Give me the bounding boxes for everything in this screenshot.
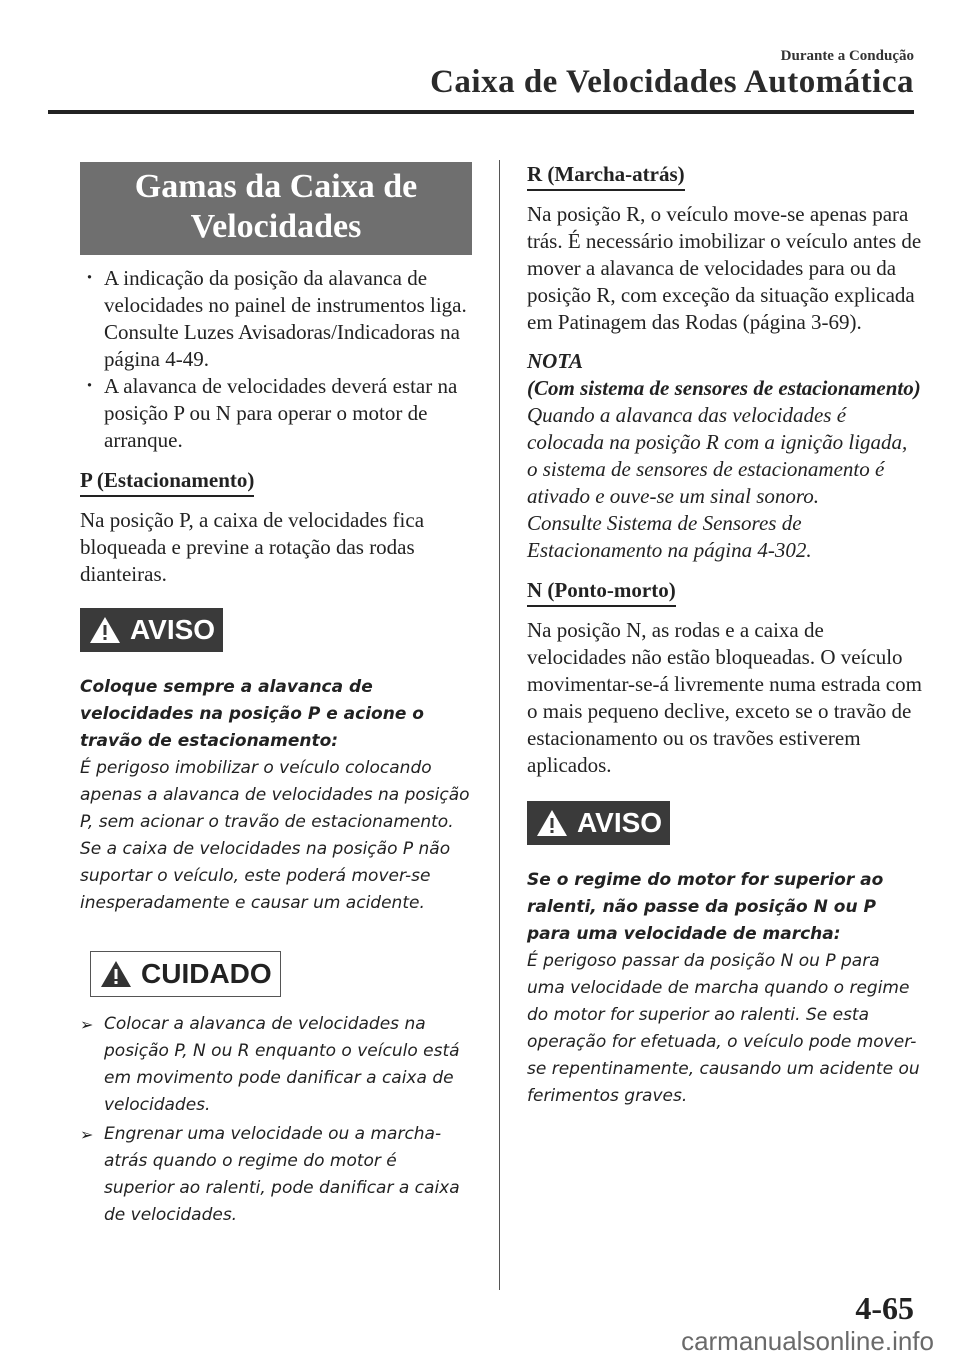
heading-r-marcha-atras: R (Marcha-atrás) [527, 162, 685, 191]
warning-badge [527, 801, 670, 845]
warning-body-text: É perigoso imobilizar o veículo colocando apenas a alavanca de velocidades na posição P, sem acionar o travão de estacionamento. Se a caixa de velocidades na posição P não suportar o veículo, este poderá mover-se inesperadamente e causar um acidente. [80, 758, 470, 913]
watermark: carmanualsonline.info [681, 1326, 934, 1356]
list-item [80, 265, 472, 373]
right-column [527, 158, 922, 1110]
intro-bullets [80, 265, 472, 454]
note-text: Quando a alavanca das velocidades é colocada na posição R com a ignição ligada, o sistema de sensores de estacionamento é ativado e ouve-se um sinal sonoro. [527, 403, 908, 508]
section-title-line1: Gamas da Caixa de [134, 168, 418, 205]
note-condition: (Com sistema de sensores de estacionamento) [527, 376, 921, 400]
warning-badge [80, 608, 223, 652]
caution-badge-wrapper [80, 951, 472, 997]
list-item: ➢ Colocar a alavanca de velocidades na posição P, N ou R enquanto o veículo está em movimento pode danificar a caixa de velocidades. [80, 1011, 472, 1119]
warning-label: AVISO [577, 807, 663, 838]
caution-list [80, 1011, 472, 1229]
list-item: ➢ Engrenar uma velocidade ou a marcha-atrás quando o regime do motor é superior ao ralenti, pode danificar a caixa de velocidades. [80, 1121, 472, 1229]
bullet-text: A indicação da posição da alavanca de velocidades no painel de instrumentos liga. [104, 266, 467, 317]
note-reference: Consulte Sistema de Sensores de Estacionamento na página 4-302. [527, 511, 812, 562]
bullet-reference: Consulte Luzes Avisadoras/Indicadoras na página 4-49. [104, 320, 460, 371]
left-column [80, 158, 472, 1231]
warning-badge-wrapper [80, 608, 472, 652]
column-divider [499, 160, 500, 1290]
caution-label: CUIDADO [141, 958, 272, 989]
warning-bold-text: Se o regime do motor for superior ao ralenti, não passe da posição N ou P para uma velocidade de marcha: [527, 870, 884, 944]
bullet-text: A alavanca de velocidades deverá estar na posição P ou N para operar o motor de arranque. [104, 374, 458, 452]
warning-body-text: É perigoso passar da posição N ou P para uma velocidade de marcha quando o regime do motor for superior ao ralenti. Se esta operação for efetuada, o veículo pode mover-se repentinamente, causando um acidente ou ferimentos graves. [527, 951, 920, 1106]
warning-content [80, 674, 472, 917]
heading-n-ponto-morto: N (Ponto-morto) [527, 578, 676, 607]
warning-content-right [527, 867, 922, 1110]
warning-badge-wrapper-right [527, 801, 922, 845]
r-paragraph: Na posição R, o veículo move-se apenas para trás. É necessário imobilizar o veículo antes de mover a alavanca de velocidades para ou da posição R, com exceção da situação explicada em Patinagem das Rodas (página 3-69). [527, 202, 922, 334]
note-label: NOTA [527, 349, 584, 373]
warning-bold-text: Coloque sempre a alavanca de velocidades na posição P e acione o travão de estacionamento: [80, 677, 424, 751]
note-block [527, 348, 922, 564]
page-number: 4-65 [855, 1290, 914, 1326]
warning-label: AVISO [130, 614, 216, 645]
list-item [80, 373, 472, 454]
section-title-line2: Velocidades [190, 208, 362, 245]
header-section: Durante a Condução [780, 48, 914, 64]
warning-triangle-icon [88, 615, 122, 645]
header-rule [48, 110, 914, 114]
p-paragraph: Na posição P, a caixa de velocidades fica bloqueada e previne a rotação das rodas dianteiras. [80, 508, 425, 586]
n-paragraph: Na posição N, as rodas e a caixa de velocidades não estão bloqueadas. O veículo movimentar-se-á livremente numa estrada com o mais pequeno declive, exceto se o travão de estacionamento ou os travões estiverem aplicados. [527, 618, 922, 777]
caution-badge [90, 951, 281, 997]
heading-p-estacionamento: P (Estacionamento) [80, 468, 254, 497]
caution-triangle-icon [99, 959, 133, 989]
section-title-box [80, 162, 472, 255]
warning-triangle-icon [535, 808, 569, 838]
header-chapter-title: Caixa de Velocidades Automática [430, 64, 914, 100]
